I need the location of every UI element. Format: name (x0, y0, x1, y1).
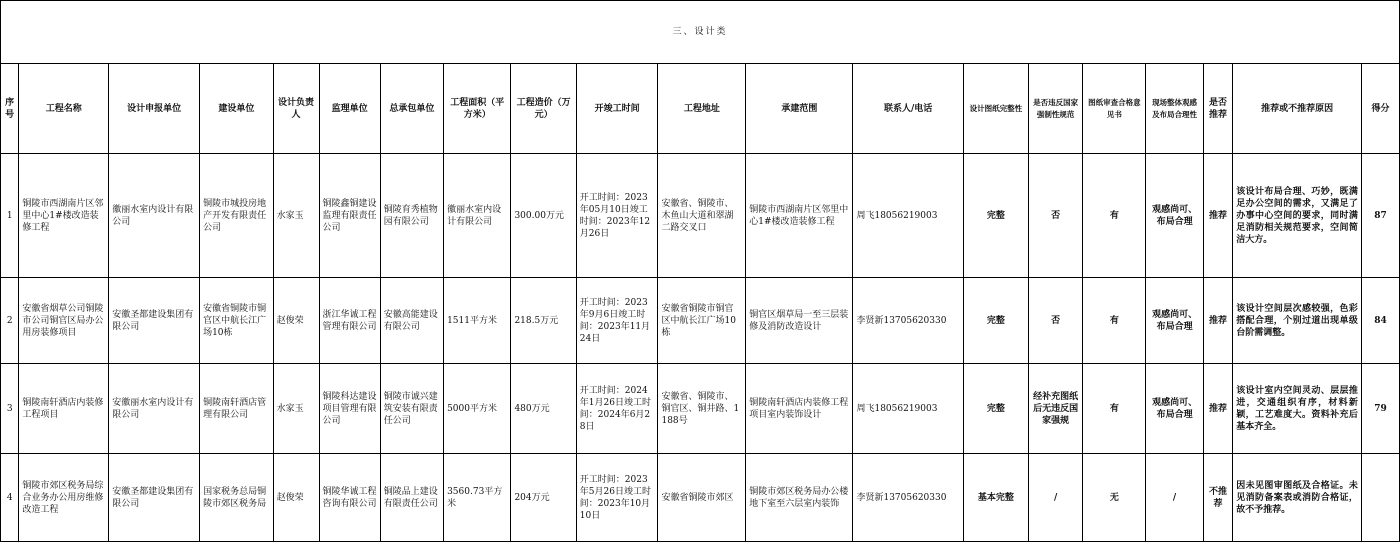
header-reason: 推荐或不推荐原因 (1233, 64, 1362, 154)
cell-address: 安徽省、铜陵市、木鱼山大道和翠湖二路交叉口 (658, 154, 746, 278)
cell-contractor: 安徽高能建设有限公司 (380, 278, 443, 364)
table-row (1, 454, 1400, 542)
cell-score: 87 (1361, 154, 1399, 278)
cell-review: 有 (1083, 364, 1146, 454)
table-row (1, 154, 1400, 278)
cell-complete: 完整 (963, 154, 1028, 278)
cell-violation: 经补充图纸后无违反国家强规 (1029, 364, 1083, 454)
cell-violation: 否 (1029, 278, 1083, 364)
cell-designer: 水家玉 (273, 154, 319, 278)
cell-cost: 218.5万元 (511, 278, 576, 364)
cell-scope: 铜陵南轩酒店内装修工程项目室内装饰设计 (746, 364, 853, 454)
cell-violation: / (1029, 454, 1083, 542)
header-cost: 工程造价（万元） (511, 64, 576, 154)
header-row (1, 64, 1400, 154)
cell-no: 3 (1, 364, 19, 454)
cell-contact: 李贤新13705620330 (853, 278, 963, 364)
cell-owner: 安徽省铜陵市铜官区中航长江广场10栋 (200, 278, 274, 364)
cell-time: 开工时间：2023年9月6日竣工时间：2023年11月24日 (576, 278, 658, 364)
table-row (1, 364, 1400, 454)
cell-complete: 基本完整 (963, 454, 1028, 542)
header-owner: 建设单位 (200, 64, 274, 154)
table-row (1, 278, 1400, 364)
header-address: 工程地址 (658, 64, 746, 154)
cell-contractor: 铜陵育秀植物园有限公司 (380, 154, 443, 278)
cell-area: 徽丽水室内设计有限公司 (444, 154, 511, 278)
cell-time: 开工时间：2023年5月26日竣工时间：2023年10月10日 (576, 454, 658, 542)
cell-reason: 该设计室内空间灵动、层层推进，交通组织有序，材料新颖，工艺难度大。资料补充后基本齐全。 (1233, 364, 1362, 454)
cell-supervisor: 铜陵华诚工程咨询有限公司 (319, 454, 380, 542)
cell-site: 观感尚可、布局合理 (1146, 364, 1203, 454)
cell-reason: 该设计布局合理、巧妙，既满足办公空间的需求，又满足了办事中心空间的要求，同时满足消防相关规范要求，空间简洁大方。 (1233, 154, 1362, 278)
header-designer: 设计负责人 (273, 64, 319, 154)
cell-recommend: 推荐 (1203, 364, 1233, 454)
cell-owner: 铜陵市城投房地产开发有限责任公司 (200, 154, 274, 278)
cell-area: 3560.73平方米 (444, 454, 511, 542)
header-scope: 承建范围 (746, 64, 853, 154)
cell-score (1361, 454, 1399, 542)
cell-recommend: 推荐 (1203, 154, 1233, 278)
header-violation: 是否违反国家强制性规范 (1029, 64, 1083, 154)
cell-score: 79 (1361, 364, 1399, 454)
header-supervisor: 监理单位 (319, 64, 380, 154)
cell-applicant: 安徽圣都建设集团有限公司 (109, 278, 200, 364)
cell-recommend: 推荐 (1203, 278, 1233, 364)
cell-scope: 铜陵市郊区税务局办公楼地下室至六层室内装饰 (746, 454, 853, 542)
cell-time: 开工时间：2024年1月26日竣工时间：2024年6月28日 (576, 364, 658, 454)
header-project: 工程名称 (19, 64, 109, 154)
cell-review: 有 (1083, 278, 1146, 364)
cell-time: 开工时间：2023年05月10日竣工时间：2023年12月26日 (576, 154, 658, 278)
cell-supervisor: 浙江华诚工程管理有限公司 (319, 278, 380, 364)
cell-applicant: 徽丽水室内设计有限公司 (109, 154, 200, 278)
header-no: 序号 (1, 64, 19, 154)
cell-contact: 李贤新13705620330 (853, 454, 963, 542)
cell-owner: 国家税务总局铜陵市郊区税务局 (200, 454, 274, 542)
cell-complete: 完整 (963, 278, 1028, 364)
cell-cost: 204万元 (511, 454, 576, 542)
header-review: 图纸审查合格意见书 (1083, 64, 1146, 154)
header-complete: 设计图纸完整性 (963, 64, 1028, 154)
header-area: 工程面积（平方米） (444, 64, 511, 154)
cell-supervisor: 铜陵科达建设项目管理有限公司 (319, 364, 380, 454)
cell-project: 安徽省烟草公司铜陵市公司铜官区局办公用房装修项目 (19, 278, 109, 364)
header-recommend: 是否推荐 (1203, 64, 1233, 154)
cell-site: / (1146, 454, 1203, 542)
cell-cost: 300.00万元 (511, 154, 576, 278)
cell-review: 无 (1083, 454, 1146, 542)
cell-designer: 赵俊荣 (273, 454, 319, 542)
cell-cost: 480万元 (511, 364, 576, 454)
cell-project: 铜陵市西湖南片区邻里中心1#楼改造装修工程 (19, 154, 109, 278)
cell-scope: 铜陵市西湖南片区邻里中心1#楼改造装修工程 (746, 154, 853, 278)
cell-project: 铜陵南轩酒店内装修工程项目 (19, 364, 109, 454)
header-score: 得分 (1361, 64, 1399, 154)
cell-reason: 因未见图审图纸及合格证。未见消防备案表或消防合格证，故不予推荐。 (1233, 454, 1362, 542)
cell-applicant: 安徽丽水室内设计有限公司 (109, 364, 200, 454)
header-contact: 联系人/电话 (853, 64, 963, 154)
cell-supervisor: 铜陵鑫铜建设监理有限责任公司 (319, 154, 380, 278)
cell-address: 安徽省铜陵市郊区 (658, 454, 746, 542)
cell-contact: 周飞18056219003 (853, 154, 963, 278)
cell-contractor: 铜陵市诚兴建筑安装有限责任公司 (380, 364, 443, 454)
cell-violation: 否 (1029, 154, 1083, 278)
cell-review: 有 (1083, 154, 1146, 278)
cell-contact: 周飞18056219003 (853, 364, 963, 454)
cell-area: 5000平方米 (444, 364, 511, 454)
cell-project: 铜陵市郊区税务局综合业务办公用房维修改造工程 (19, 454, 109, 542)
cell-no: 4 (1, 454, 19, 542)
cell-score: 84 (1361, 278, 1399, 364)
cell-designer: 赵俊荣 (273, 278, 319, 364)
cell-area: 1511平方米 (444, 278, 511, 364)
cell-applicant: 安徽圣都建设集团有限公司 (109, 454, 200, 542)
table-title: 三、设计类 (1, 1, 1400, 64)
cell-recommend: 不推荐 (1203, 454, 1233, 542)
header-applicant: 设计申报单位 (109, 64, 200, 154)
cell-site: 观感尚可、布局合理 (1146, 278, 1203, 364)
cell-no: 1 (1, 154, 19, 278)
cell-no: 2 (1, 278, 19, 364)
cell-complete: 完整 (963, 364, 1028, 454)
cell-contractor: 铜陵品上建设有限责任公司 (380, 454, 443, 542)
header-time: 开竣工时间 (576, 64, 658, 154)
cell-designer: 水家玉 (273, 364, 319, 454)
header-contractor: 总承包单位 (380, 64, 443, 154)
cell-address: 安徽省、铜陵市、铜官区、铜井路、1188号 (658, 364, 746, 454)
header-site: 现场整体观感及布局合理性 (1146, 64, 1203, 154)
cell-site: 观感尚可、布局合理 (1146, 154, 1203, 278)
cell-address: 安徽省铜陵市铜官区中航长江广场10栋 (658, 278, 746, 364)
cell-scope: 铜官区烟草局一至三层装修及消防改造设计 (746, 278, 853, 364)
cell-reason: 该设计空间层次感较强，色彩搭配合理，个别过道出现单级台阶需调整。 (1233, 278, 1362, 364)
cell-owner: 铜陵南轩酒店管理有限公司 (200, 364, 274, 454)
